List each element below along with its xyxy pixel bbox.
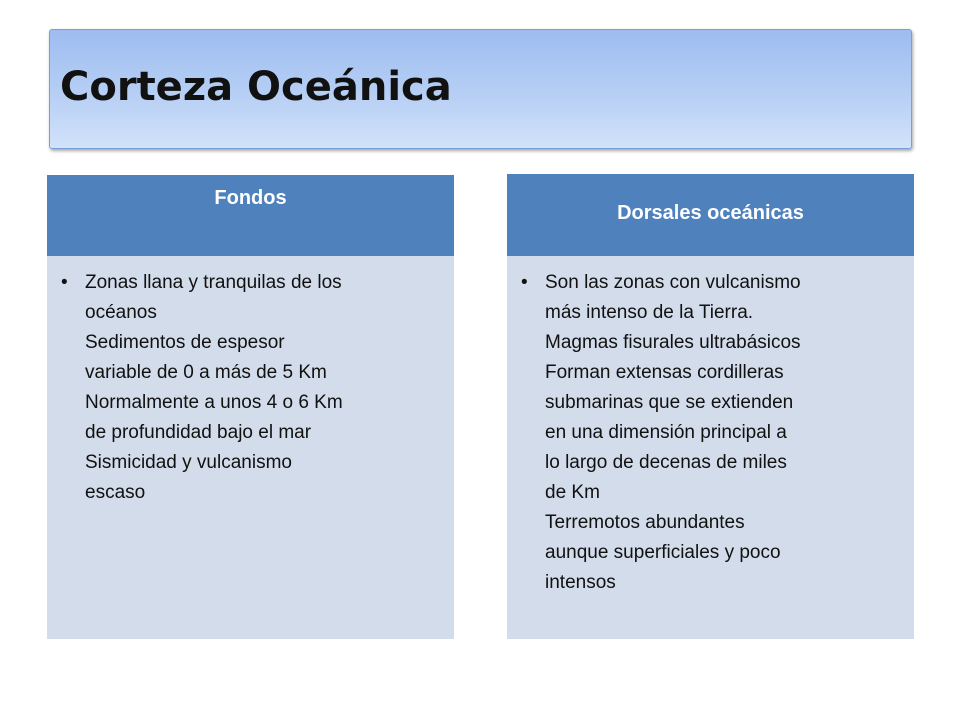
bullet-dot: • (521, 272, 528, 293)
column-header-label: Dorsales oceánicas (617, 202, 804, 224)
bullet-line: en una dimensión principal a (545, 422, 787, 443)
bullet-line: variable de 0 a más de 5 Km (85, 362, 327, 383)
bullet-item (507, 268, 914, 598)
bullet-list (507, 268, 914, 598)
column-header-fondos (47, 175, 454, 256)
slide-title: Corteza Oceánica (60, 64, 452, 110)
bullet-line: Magmas fisurales ultrabásicos (545, 332, 801, 353)
bullet-line: submarinas que se extienden (545, 392, 794, 413)
bullet-line: más intenso de la Tierra. (545, 302, 754, 323)
bullet-line: Sedimentos de espesor (85, 332, 285, 353)
column-header-label: Fondos (214, 187, 287, 209)
bullet-line: Forman extensas cordilleras (545, 362, 784, 383)
bullet-line: Sismicidad y vulcanismo (85, 452, 292, 473)
column-body-fondos (47, 256, 454, 639)
bullet-line: Zonas llana y tranquilas de los (85, 272, 342, 293)
bullet-line: escaso (85, 482, 146, 503)
bullet-line: Son las zonas con vulcanismo (545, 272, 801, 293)
bullet-line: intensos (545, 572, 616, 593)
title-box (49, 29, 912, 149)
bullet-line: aunque superficiales y poco (545, 542, 781, 563)
bullet-line: océanos (85, 302, 157, 323)
bullet-line: lo largo de decenas de miles (545, 452, 787, 473)
column-header-dorsales (507, 174, 914, 256)
bullet-line: Normalmente a unos 4 o 6 Km (85, 392, 343, 413)
bullet-item (47, 268, 454, 508)
bullet-line: de profundidad bajo el mar (85, 422, 312, 443)
bullet-line: Terremotos abundantes (545, 512, 745, 533)
bullet-dot: • (61, 272, 68, 293)
column-body-dorsales (507, 256, 914, 639)
bullet-list (47, 268, 454, 508)
bullet-line: de Km (545, 482, 600, 503)
